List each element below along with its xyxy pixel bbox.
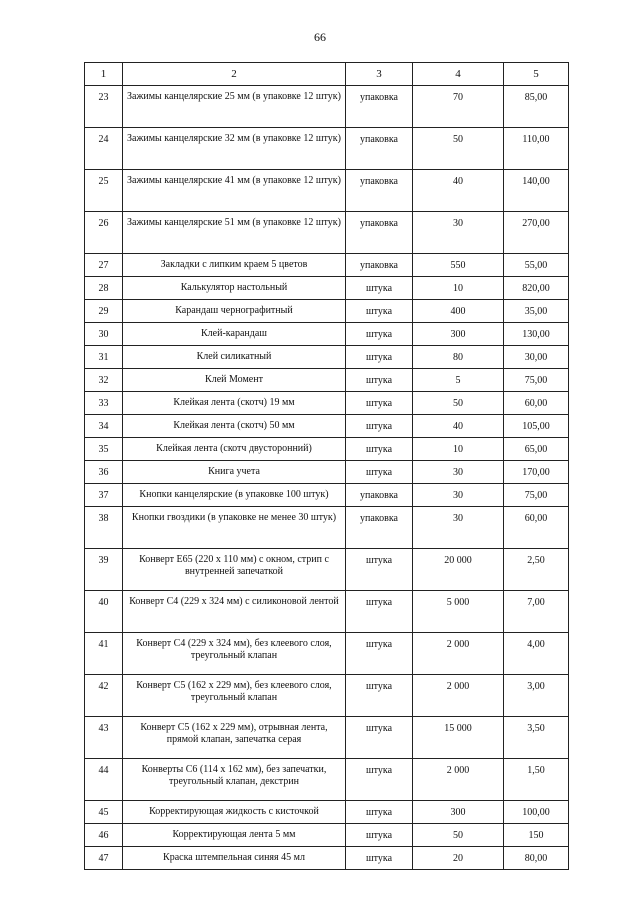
price-cell: 105,00 — [504, 415, 569, 438]
quantity-cell: 80 — [413, 346, 504, 369]
unit-cell: штука — [346, 801, 413, 824]
row-number-cell: 25 — [85, 170, 123, 212]
item-name-cell: Калькулятор настольный — [123, 277, 346, 300]
table-row — [85, 438, 569, 461]
row-number-cell: 23 — [85, 86, 123, 128]
unit-cell: упаковка — [346, 507, 413, 549]
quantity-cell: 50 — [413, 824, 504, 847]
unit-cell: штука — [346, 392, 413, 415]
unit-cell: штука — [346, 847, 413, 870]
table-row — [85, 415, 569, 438]
price-cell: 3,50 — [504, 717, 569, 759]
price-cell: 140,00 — [504, 170, 569, 212]
item-name-cell: Конверт Е65 (220 х 110 мм) с окном, стрип с внутренней запечаткой — [123, 549, 346, 591]
price-cell: 270,00 — [504, 212, 569, 254]
quantity-cell: 10 — [413, 277, 504, 300]
column-header: 1 — [85, 63, 123, 86]
row-number-cell: 39 — [85, 549, 123, 591]
column-header: 4 — [413, 63, 504, 86]
unit-cell: штука — [346, 461, 413, 484]
quantity-cell: 40 — [413, 170, 504, 212]
unit-cell: упаковка — [346, 212, 413, 254]
column-header: 2 — [123, 63, 346, 86]
row-number-cell: 26 — [85, 212, 123, 254]
column-header: 5 — [504, 63, 569, 86]
item-name-cell: Конверт С4 (229 х 324 мм), без клеевого слоя, треугольный клапан — [123, 633, 346, 675]
table-row — [85, 212, 569, 254]
row-number-cell: 31 — [85, 346, 123, 369]
unit-cell: упаковка — [346, 170, 413, 212]
unit-cell: штука — [346, 415, 413, 438]
quantity-cell: 2 000 — [413, 633, 504, 675]
quantity-cell: 300 — [413, 801, 504, 824]
price-cell: 170,00 — [504, 461, 569, 484]
price-cell: 65,00 — [504, 438, 569, 461]
quantity-cell: 30 — [413, 507, 504, 549]
price-cell: 80,00 — [504, 847, 569, 870]
page-number: 66 — [314, 30, 326, 44]
table-row — [85, 847, 569, 870]
quantity-cell: 15 000 — [413, 717, 504, 759]
unit-cell: штука — [346, 323, 413, 346]
item-name-cell: Клей Момент — [123, 369, 346, 392]
item-name-cell: Конверт С5 (162 х 229 мм), без клеевого слоя, треугольный клапан — [123, 675, 346, 717]
quantity-cell: 20 — [413, 847, 504, 870]
table-row — [85, 346, 569, 369]
quantity-cell: 5 — [413, 369, 504, 392]
item-name-cell: Клейкая лента (скотч) 19 мм — [123, 392, 346, 415]
row-number-cell: 46 — [85, 824, 123, 847]
row-number-cell: 28 — [85, 277, 123, 300]
item-name-cell: Клей силикатный — [123, 346, 346, 369]
item-name-cell: Клейкая лента (скотч двусторонний) — [123, 438, 346, 461]
unit-cell: штука — [346, 633, 413, 675]
row-number-cell: 38 — [85, 507, 123, 549]
item-name-cell: Клей-карандаш — [123, 323, 346, 346]
row-number-cell: 42 — [85, 675, 123, 717]
price-cell: 1,50 — [504, 759, 569, 801]
price-cell: 150 — [504, 824, 569, 847]
item-name-cell: Конверты С6 (114 х 162 мм), без запечатки, треугольный клапан, декстрин — [123, 759, 346, 801]
unit-cell: штука — [346, 277, 413, 300]
table-row — [85, 300, 569, 323]
table-row — [85, 86, 569, 128]
quantity-cell: 30 — [413, 212, 504, 254]
unit-cell: штука — [346, 369, 413, 392]
price-cell: 820,00 — [504, 277, 569, 300]
price-cell: 35,00 — [504, 300, 569, 323]
table-row — [85, 824, 569, 847]
quantity-cell: 50 — [413, 392, 504, 415]
item-name-cell: Закладки с липким краем 5 цветов — [123, 254, 346, 277]
price-cell: 55,00 — [504, 254, 569, 277]
price-cell: 75,00 — [504, 369, 569, 392]
quantity-cell: 40 — [413, 415, 504, 438]
unit-cell: упаковка — [346, 254, 413, 277]
item-name-cell: Зажимы канцелярские 51 мм (в упаковке 12 штук) — [123, 212, 346, 254]
quantity-cell: 400 — [413, 300, 504, 323]
item-name-cell: Зажимы канцелярские 32 мм (в упаковке 12 штук) — [123, 128, 346, 170]
unit-cell: штука — [346, 591, 413, 633]
price-cell: 60,00 — [504, 507, 569, 549]
table-row — [85, 484, 569, 507]
unit-cell: штука — [346, 438, 413, 461]
table-row — [85, 128, 569, 170]
item-name-cell: Зажимы канцелярские 25 мм (в упаковке 12 штук) — [123, 86, 346, 128]
item-name-cell: Конверт С5 (162 х 229 мм), отрывная лента, прямой клапан, запечатка серая — [123, 717, 346, 759]
item-name-cell: Корректирующая лента 5 мм — [123, 824, 346, 847]
table-row — [85, 323, 569, 346]
table-row — [85, 369, 569, 392]
quantity-cell: 5 000 — [413, 591, 504, 633]
unit-cell: штука — [346, 675, 413, 717]
table-row — [85, 633, 569, 675]
row-number-cell: 41 — [85, 633, 123, 675]
item-name-cell: Краска штемпельная синяя 45 мл — [123, 847, 346, 870]
table-row — [85, 507, 569, 549]
unit-cell: упаковка — [346, 128, 413, 170]
price-cell: 7,00 — [504, 591, 569, 633]
table-row — [85, 170, 569, 212]
price-cell: 2,50 — [504, 549, 569, 591]
unit-cell: штука — [346, 824, 413, 847]
quantity-cell: 30 — [413, 461, 504, 484]
quantity-cell: 10 — [413, 438, 504, 461]
quantity-cell: 2 000 — [413, 675, 504, 717]
row-number-cell: 32 — [85, 369, 123, 392]
quantity-cell: 550 — [413, 254, 504, 277]
row-number-cell: 43 — [85, 717, 123, 759]
row-number-cell: 27 — [85, 254, 123, 277]
unit-cell: штука — [346, 300, 413, 323]
table-row — [85, 549, 569, 591]
unit-cell: упаковка — [346, 86, 413, 128]
row-number-cell: 33 — [85, 392, 123, 415]
row-number-cell: 24 — [85, 128, 123, 170]
quantity-cell: 2 000 — [413, 759, 504, 801]
row-number-cell: 30 — [85, 323, 123, 346]
table-row — [85, 675, 569, 717]
table-row — [85, 254, 569, 277]
item-name-cell: Карандаш чернографитный — [123, 300, 346, 323]
row-number-cell: 45 — [85, 801, 123, 824]
quantity-cell: 20 000 — [413, 549, 504, 591]
price-cell: 3,00 — [504, 675, 569, 717]
unit-cell: штука — [346, 759, 413, 801]
quantity-cell: 70 — [413, 86, 504, 128]
price-cell: 60,00 — [504, 392, 569, 415]
row-number-cell: 36 — [85, 461, 123, 484]
price-cell: 85,00 — [504, 86, 569, 128]
item-name-cell: Клейкая лента (скотч) 50 мм — [123, 415, 346, 438]
price-cell: 130,00 — [504, 323, 569, 346]
column-header: 3 — [346, 63, 413, 86]
table-body — [85, 86, 569, 870]
row-number-cell: 29 — [85, 300, 123, 323]
item-name-cell: Книга учета — [123, 461, 346, 484]
quantity-cell: 50 — [413, 128, 504, 170]
table-row — [85, 801, 569, 824]
row-number-cell: 44 — [85, 759, 123, 801]
table-row — [85, 277, 569, 300]
quantity-cell: 30 — [413, 484, 504, 507]
table-row — [85, 461, 569, 484]
item-name-cell: Корректирующая жидкость с кисточкой — [123, 801, 346, 824]
row-number-cell: 35 — [85, 438, 123, 461]
price-cell: 4,00 — [504, 633, 569, 675]
quantity-cell: 300 — [413, 323, 504, 346]
row-number-cell: 34 — [85, 415, 123, 438]
unit-cell: упаковка — [346, 484, 413, 507]
table-row — [85, 591, 569, 633]
price-cell: 110,00 — [504, 128, 569, 170]
item-name-cell: Зажимы канцелярские 41 мм (в упаковке 12 штук) — [123, 170, 346, 212]
price-cell: 100,00 — [504, 801, 569, 824]
unit-cell: штука — [346, 717, 413, 759]
price-cell: 30,00 — [504, 346, 569, 369]
row-number-cell: 40 — [85, 591, 123, 633]
table-row — [85, 392, 569, 415]
table-header-row — [85, 63, 569, 86]
row-number-cell: 37 — [85, 484, 123, 507]
unit-cell: штука — [346, 549, 413, 591]
unit-cell: штука — [346, 346, 413, 369]
item-name-cell: Конверт С4 (229 х 324 мм) с силиконовой лентой — [123, 591, 346, 633]
table-row — [85, 759, 569, 801]
item-name-cell: Кнопки канцелярские (в упаковке 100 штук) — [123, 484, 346, 507]
price-cell: 75,00 — [504, 484, 569, 507]
goods-table — [84, 62, 569, 870]
table-row — [85, 717, 569, 759]
item-name-cell: Кнопки гвоздики (в упаковке не менее 30 штук) — [123, 507, 346, 549]
row-number-cell: 47 — [85, 847, 123, 870]
